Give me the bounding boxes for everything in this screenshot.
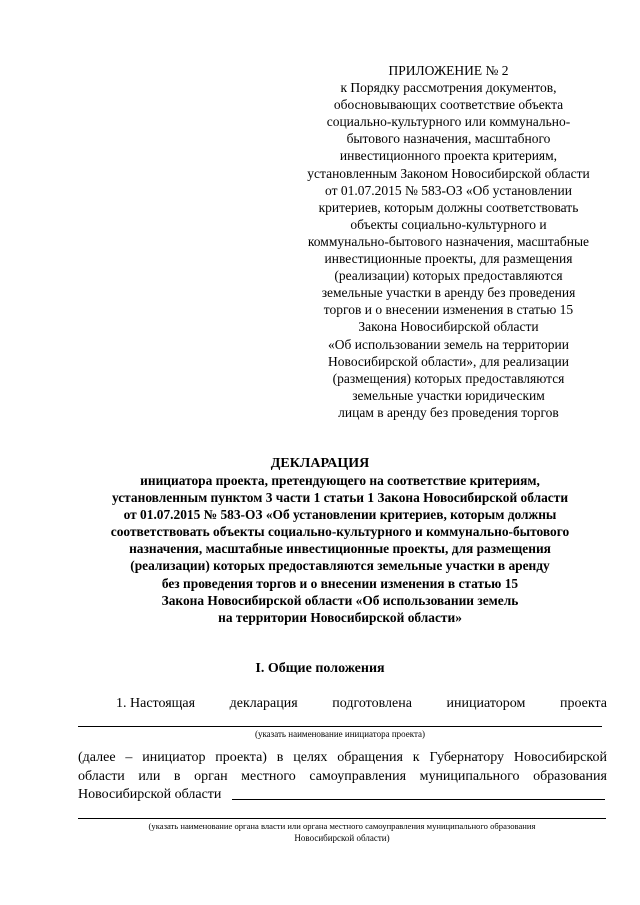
caption-authority-2: Новосибирской области) bbox=[294, 833, 390, 843]
body-word: в bbox=[173, 769, 181, 784]
body-line-2 bbox=[78, 768, 607, 786]
body-word: муниципального bbox=[419, 769, 520, 784]
declaration-subtitle-line: на территории Новосибирской области» bbox=[218, 609, 462, 625]
body-word: инициатор bbox=[142, 750, 206, 765]
caption-authority-1: (указать наименование органа власти или органа местного самоуправления муниципального образования bbox=[148, 821, 536, 831]
body-word: проекта) bbox=[215, 750, 267, 765]
appendix-line: инвестиционные проекты, для размещения bbox=[324, 251, 573, 267]
declaration-subtitle-line: Закона Новосибирской области «Об использовании земель bbox=[161, 592, 519, 608]
appendix-line: земельные участки в аренду без проведения bbox=[321, 285, 576, 301]
appendix-line: «Об использовании земель на территории bbox=[328, 336, 569, 352]
declaration-subtitle-line: (реализации) которых предоставляются земельные участки в аренду bbox=[130, 558, 550, 574]
paragraph-word: подготовлена bbox=[332, 696, 412, 711]
declaration-subtitle-line: назначения, масштабные инвестиционные проекты, для размещения bbox=[129, 541, 551, 557]
body-word: целях bbox=[293, 750, 328, 765]
body-word: – bbox=[125, 750, 133, 765]
declaration-subtitle-line: установленным пунктом 3 части 1 статьи 1 Закона Новосибирской области bbox=[111, 490, 569, 506]
body-word: орган bbox=[194, 769, 228, 784]
body-word: области bbox=[78, 769, 125, 784]
initiator-blank-line bbox=[78, 726, 602, 727]
declaration-subtitle-line: от 01.07.2015 № 583-ОЗ «Об установлении критериев, которым должны bbox=[123, 507, 557, 523]
declaration-subtitle-line: инициатора проекта, претендующего на соответствие критериям, bbox=[140, 473, 540, 488]
appendix-line: (размещения) которых предоставляются bbox=[332, 370, 565, 386]
appendix-line: критериев, которым должны соответствовать bbox=[318, 199, 579, 215]
appendix-line: от 01.07.2015 № 583-ОЗ «Об установлении bbox=[325, 182, 572, 198]
body-word: местного bbox=[241, 769, 296, 784]
appendix-line: Закона Новосибирской области bbox=[358, 319, 539, 335]
appendix-line: торгов и о внесении изменения в статью 15 bbox=[323, 302, 574, 318]
body-word: или bbox=[138, 769, 161, 784]
authority-blank-line-inline bbox=[232, 799, 605, 800]
appendix-line: к Порядку рассмотрения документов, bbox=[340, 80, 557, 96]
caption-initiator: (указать наименование инициатора проекта) bbox=[254, 729, 426, 739]
appendix-line: коммунально-бытового назначения, масштабные bbox=[307, 233, 590, 249]
paragraph-word: декларация bbox=[229, 696, 298, 711]
body-line-3: Новосибирской области bbox=[78, 787, 222, 802]
appendix-line: ПРИЛОЖЕНИЕ № 2 bbox=[388, 63, 509, 78]
authority-blank-line bbox=[78, 818, 606, 819]
body-word: обращения bbox=[337, 750, 403, 765]
declaration-subtitle bbox=[70, 472, 610, 626]
appendix-line: объекты социально-культурного и bbox=[350, 216, 547, 232]
declaration-title: ДЕКЛАРАЦИЯ bbox=[270, 456, 370, 471]
body-word: образования bbox=[533, 769, 607, 784]
appendix-line: лицам в аренду без проведения торгов bbox=[338, 404, 559, 420]
appendix-line: установленным Законом Новосибирской области bbox=[307, 165, 590, 181]
appendix-line: инвестиционного проекта критериям, bbox=[339, 148, 558, 164]
body-line-1 bbox=[78, 749, 607, 767]
declaration-subtitle-line: соответствовать объекты социально-культурного и коммунально-бытового bbox=[110, 524, 570, 540]
appendix-line: бытового назначения, масштабного bbox=[346, 131, 551, 147]
section-title: I. Общие положения bbox=[255, 661, 385, 676]
appendix-line: социально-культурного или коммунально- bbox=[326, 114, 571, 130]
body-word: в bbox=[276, 750, 284, 765]
declaration-subtitle-line: без проведения торгов и о внесении изменения в статью 15 bbox=[161, 575, 519, 591]
appendix-line: обосновывающих соответствие объекта bbox=[333, 97, 564, 113]
appendix-line: земельные участки юридическим bbox=[352, 387, 545, 403]
appendix-block bbox=[286, 62, 611, 421]
appendix-line: Новосибирской области», для реализации bbox=[328, 353, 569, 369]
body-word: Новосибирской bbox=[513, 750, 607, 765]
paragraph-1-first-line bbox=[78, 695, 607, 713]
body-word: (далее bbox=[78, 750, 116, 765]
paragraph-word: инициатором bbox=[446, 696, 526, 711]
appendix-line: (реализации) которых предоставляются bbox=[334, 268, 563, 284]
paragraph-word: проекта bbox=[559, 696, 607, 711]
body-word: Губернатору bbox=[429, 750, 505, 765]
body-word: самоуправления bbox=[309, 769, 407, 784]
body-word: к bbox=[412, 750, 420, 765]
paragraph-word: 1. Настоящая bbox=[116, 696, 196, 711]
